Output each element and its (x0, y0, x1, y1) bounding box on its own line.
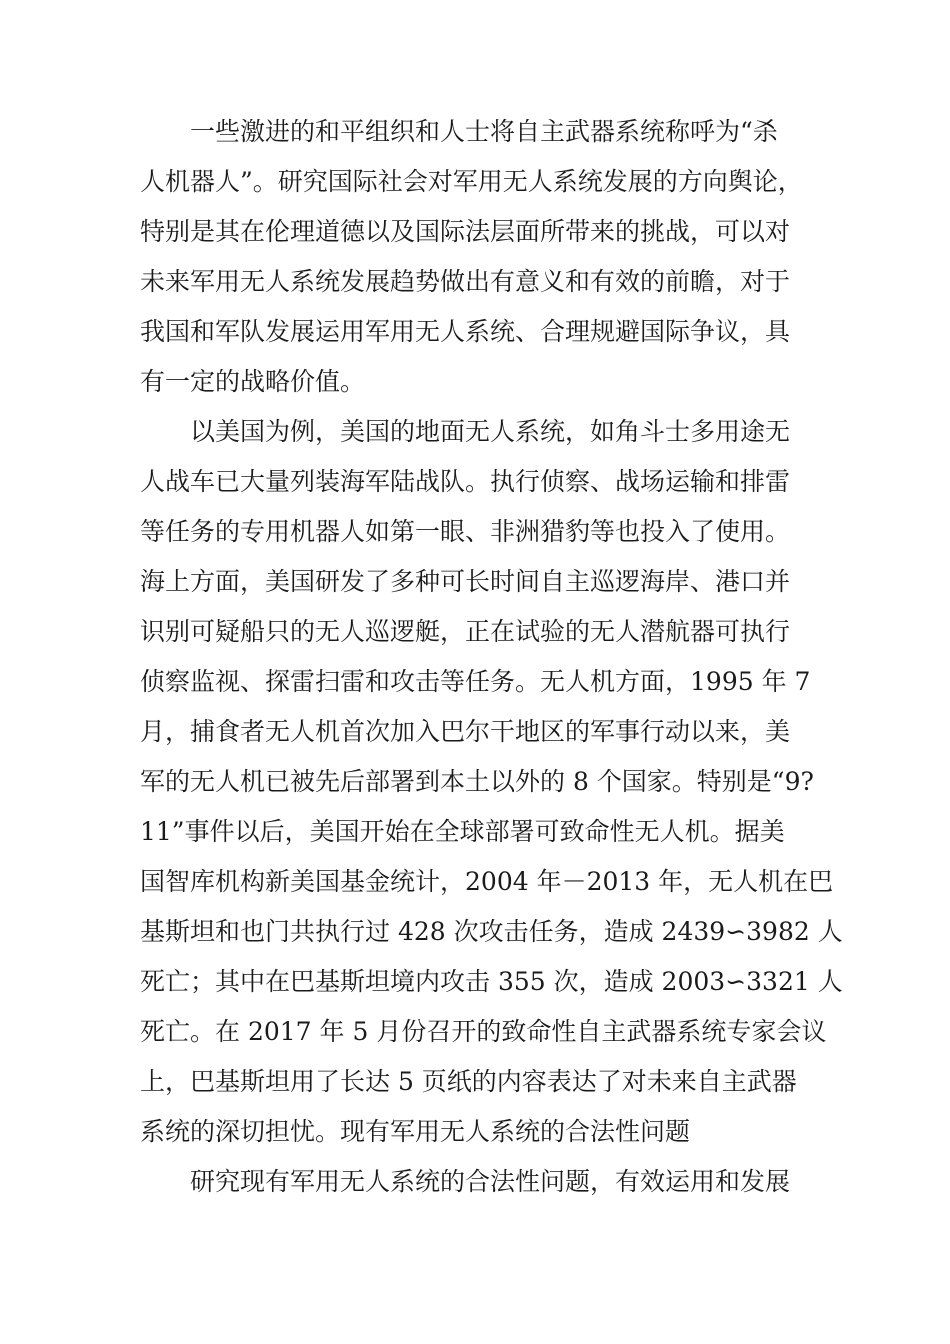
paragraph-2-line-6: 侦察监视、探雷扫雷和攻击等任务。无人机方面，1995 年 7 (140, 667, 811, 696)
paragraph-1-line-5: 我国和军队发展运用军用无人系统、合理规避国际争议，具 (140, 317, 791, 346)
paragraph-2-line-13: 死亡。在 2017 年 5 月份召开的致命性自主武器系统专家会议 (140, 1017, 827, 1046)
paragraph-2-line-9: 11”事件以后，美国开始在全球部署可致命性无人机。据美 (140, 817, 785, 846)
paragraph-2-line-7: 月，捕食者无人机首次加入巴尔干地区的军事行动以来，美 (140, 717, 791, 746)
paragraph-2-line-3: 等任务的专用机器人如第一眼、非洲猎豹等也投入了使用。 (140, 517, 791, 546)
paragraph-2-line-8: 军的无人机已被先后部署到本土以外的 8 个国家。特别是“9? (140, 767, 814, 796)
paragraph-2-line-10: 国智库机构新美国基金统计，2004 年－2013 年，无人机在巴 (140, 867, 834, 896)
paragraph-2-line-4: 海上方面，美国研发了多种可长时间自主巡逻海岸、港口并 (140, 567, 791, 596)
paragraph-2-line-14: 上，巴基斯坦用了长达 5 页纸的内容表达了对未来自主武器 (140, 1067, 797, 1096)
paragraph-2-line-1: 以美国为例，美国的地面无人系统，如角斗士多用途无 (190, 417, 791, 446)
paragraph-2-line-12: 死亡；其中在巴基斯坦境内攻击 355 次，造成 2003∽3321 人 (140, 967, 843, 996)
paragraph-1-line-2: 人机器人”。研究国际社会对军用无人系统发展的方向舆论， (140, 167, 803, 196)
paragraph-1-line-1: 一些激进的和平组织和人士将自主武器系统称呼为“杀 (190, 117, 778, 146)
paragraph-2-line-2: 人战车已大量列装海军陆战队。执行侦察、战场运输和排雷 (140, 467, 791, 496)
paragraph-1-line-4: 未来军用无人系统发展趋势做出有意义和有效的前瞻，对于 (140, 267, 791, 296)
paragraph-1-line-6: 有一定的战略价值。 (140, 367, 366, 396)
paragraph-3-line-1: 研究现有军用无人系统的合法性问题，有效运用和发展 (190, 1167, 791, 1196)
paragraph-2-line-15: 系统的深切担忧。现有军用无人系统的合法性问题 (140, 1117, 691, 1146)
paragraph-2-line-5: 识别可疑船只的无人巡逻艇，正在试验的无人潜航器可执行 (140, 617, 791, 646)
paragraph-2-line-11: 基斯坦和也门共执行过 428 次攻击任务，造成 2439∽3982 人 (140, 917, 843, 946)
paragraph-1-line-3: 特别是其在伦理道德以及国际法层面所带来的挑战，可以对 (140, 217, 791, 246)
